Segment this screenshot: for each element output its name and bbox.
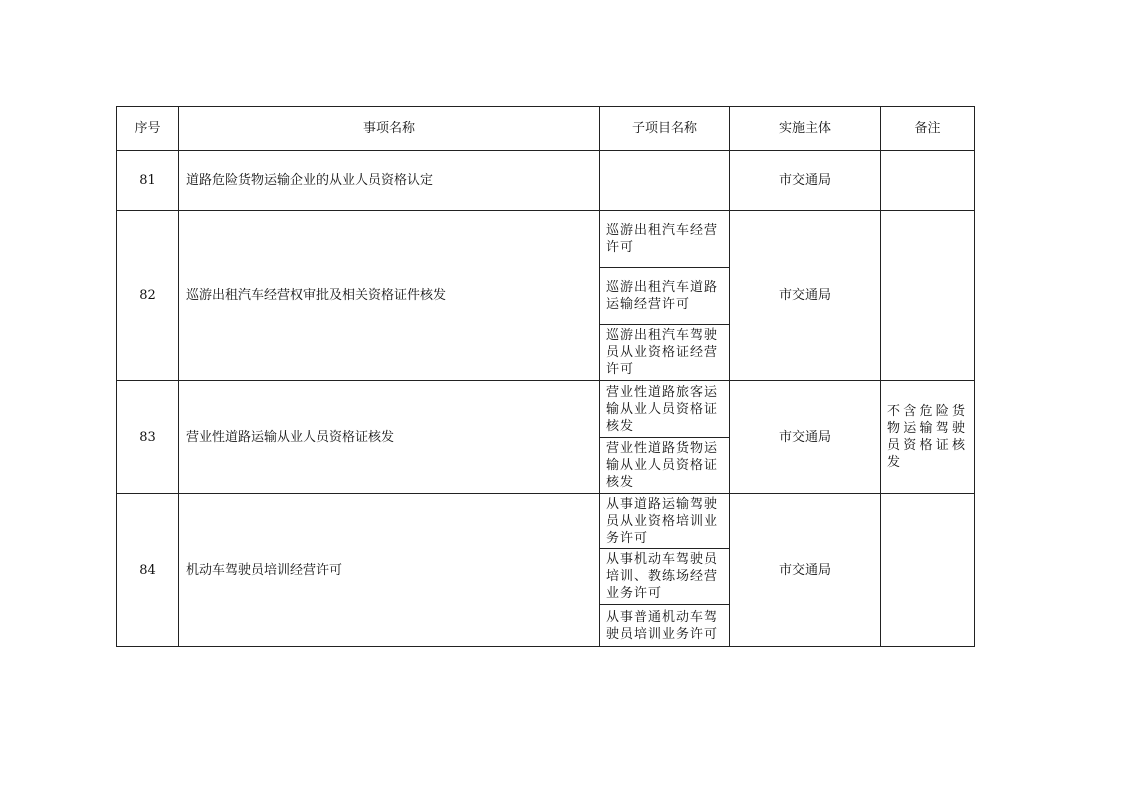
header-item-name: 事项名称 <box>179 107 600 151</box>
item-name: 营业性道路运输从业人员资格证核发 <box>179 381 600 494</box>
header-no: 序号 <box>117 107 179 151</box>
items-table <box>116 106 975 647</box>
table-row <box>117 151 975 211</box>
implementing-entity: 市交通局 <box>730 494 881 647</box>
remarks: 不含危险货物运输驾驶员资格证核发 <box>881 381 975 494</box>
implementing-entity: 市交通局 <box>730 211 881 381</box>
sub-item-name: 巡游出租汽车驾驶员从业资格证经营许可 <box>600 325 730 381</box>
remarks <box>881 494 975 647</box>
implementing-entity: 市交通局 <box>730 151 881 211</box>
sub-item-name: 从事普通机动车驾驶员培训业务许可 <box>600 605 730 647</box>
sub-item-name: 营业性道路旅客运输从业人员资格证核发 <box>600 381 730 438</box>
implementing-entity: 市交通局 <box>730 381 881 494</box>
item-name: 机动车驾驶员培训经营许可 <box>179 494 600 647</box>
header-remarks: 备注 <box>881 107 975 151</box>
sub-item-name: 巡游出租汽车道路运输经营许可 <box>600 268 730 325</box>
row-no: 82 <box>117 211 179 381</box>
remarks <box>881 151 975 211</box>
item-name: 巡游出租汽车经营权审批及相关资格证件核发 <box>179 211 600 381</box>
row-no: 81 <box>117 151 179 211</box>
header-sub-item-name: 子项目名称 <box>600 107 730 151</box>
item-name: 道路危险货物运输企业的从业人员资格认定 <box>179 151 600 211</box>
sub-item-name: 从事道路运输驾驶员从业资格培训业务许可 <box>600 494 730 549</box>
remarks <box>881 211 975 381</box>
sub-item-name: 从事机动车驾驶员培训、教练场经营业务许可 <box>600 549 730 605</box>
sub-item-name <box>600 151 730 211</box>
sub-item-name: 巡游出租汽车经营许可 <box>600 211 730 268</box>
sub-item-name: 营业性道路货物运输从业人员资格证核发 <box>600 438 730 494</box>
header-row <box>117 107 975 151</box>
row-no: 83 <box>117 381 179 494</box>
header-implementing-entity: 实施主体 <box>730 107 881 151</box>
table-row <box>117 381 975 438</box>
table-row <box>117 211 975 268</box>
table-row <box>117 494 975 549</box>
row-no: 84 <box>117 494 179 647</box>
